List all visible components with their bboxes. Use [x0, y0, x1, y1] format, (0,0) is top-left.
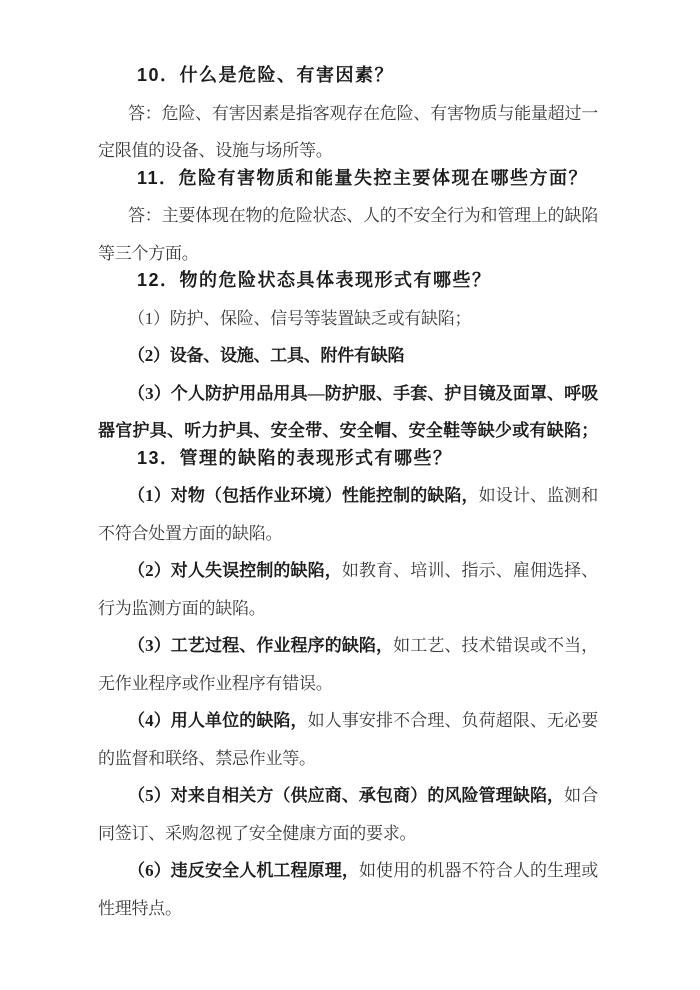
bold-text-run: （2）设备、设施、工具、附件有缺陷: [128, 346, 405, 365]
question-heading-line: [98, 165, 598, 193]
answer-text-line: [98, 590, 598, 628]
bold-text-run: 12．物的危险状态具体表现形式有哪些？: [137, 270, 492, 290]
text-run: 无作业程序或作业程序有错误。: [98, 673, 333, 693]
answer-text-line: [98, 890, 598, 928]
answer-text-line: [98, 197, 598, 235]
answer-text-line: [98, 815, 598, 853]
answer-text-line: [98, 375, 598, 413]
text-run: 如工艺、技术错误或不当，: [393, 636, 599, 655]
answer-text-line: [98, 702, 598, 740]
document-text-block: [98, 67, 598, 927]
text-run: 等三个方面。: [98, 243, 199, 263]
answer-text-line: [98, 852, 598, 890]
bold-text-run: （4）用人单位的缺陷，: [128, 711, 308, 730]
text-run: 不符合处置方面的缺陷。: [98, 523, 283, 543]
answer-text-line: [98, 95, 598, 133]
question-heading-line: [98, 62, 598, 90]
text-run: 如教育、培训、指示、雇佣选择、: [341, 561, 599, 580]
question-heading-line: [98, 445, 598, 473]
bold-text-run: （3）工艺过程、作业程序的缺陷，: [128, 636, 394, 655]
text-run: 如设计、监测和: [478, 486, 599, 505]
text-run: （1）防护、保险、信号等装置缺乏或有缺陷；: [128, 308, 472, 328]
answer-text-line: [98, 552, 598, 590]
bold-text-run: （1）对物（包括作业环境）性能控制的缺陷，: [128, 486, 479, 505]
text-run: 如人事安排不合理、负荷超限、无必要: [307, 711, 599, 730]
bold-text-run: （6）违反安全人机工程原理，: [128, 861, 359, 880]
bold-text-run: 器官护具、听力护具、安全带、安全帽、安全鞋等缺少或有缺陷；: [98, 421, 598, 440]
text-run: 行为监测方面的缺陷。: [98, 598, 266, 618]
text-run: 同签订、采购忽视了安全健康方面的要求。: [98, 823, 417, 843]
text-run: 性理特点。: [98, 898, 182, 918]
bold-text-run: 11．危险有害物质和能量失控主要体现在哪些方面？: [137, 167, 589, 188]
answer-text-line: [98, 777, 598, 815]
answer-text-line: [98, 665, 598, 703]
answer-text-line: [98, 515, 598, 553]
answer-text-line: [98, 300, 598, 338]
bold-text-run: 13．管理的缺陷的表现形式有哪些？: [137, 447, 453, 468]
text-run: 定限值的设备、设施与场所等。: [98, 141, 333, 160]
text-run: 答：危险、有害因素是指客观存在危险、有害物质与能量超过一: [128, 103, 598, 123]
bold-text-run: （5）对来自相关方（供应商、承包商）的风险管理缺陷，: [128, 786, 565, 805]
bold-text-run: （2）对人失误控制的缺陷，: [128, 561, 342, 580]
answer-text-line: [98, 477, 598, 515]
text-run: 的监督和联络、禁忌作业等。: [98, 748, 316, 768]
bold-text-run: 10．什么是危险、有害因素？: [137, 65, 395, 85]
text-run: 如合: [564, 786, 599, 805]
text-run: 答：主要体现在物的危险状态、人的不安全行为和管理上的缺陷: [128, 206, 598, 225]
bold-text-run: （3）个人防护用品用具—防护服、手套、护目镜及面罩、呼吸: [128, 383, 598, 403]
answer-text-line: [98, 337, 598, 375]
answer-text-line: [98, 627, 598, 665]
text-run: 如使用的机器不符合人的生理或: [358, 861, 599, 880]
question-heading-line: [98, 267, 598, 295]
answer-text-line: [98, 740, 598, 778]
